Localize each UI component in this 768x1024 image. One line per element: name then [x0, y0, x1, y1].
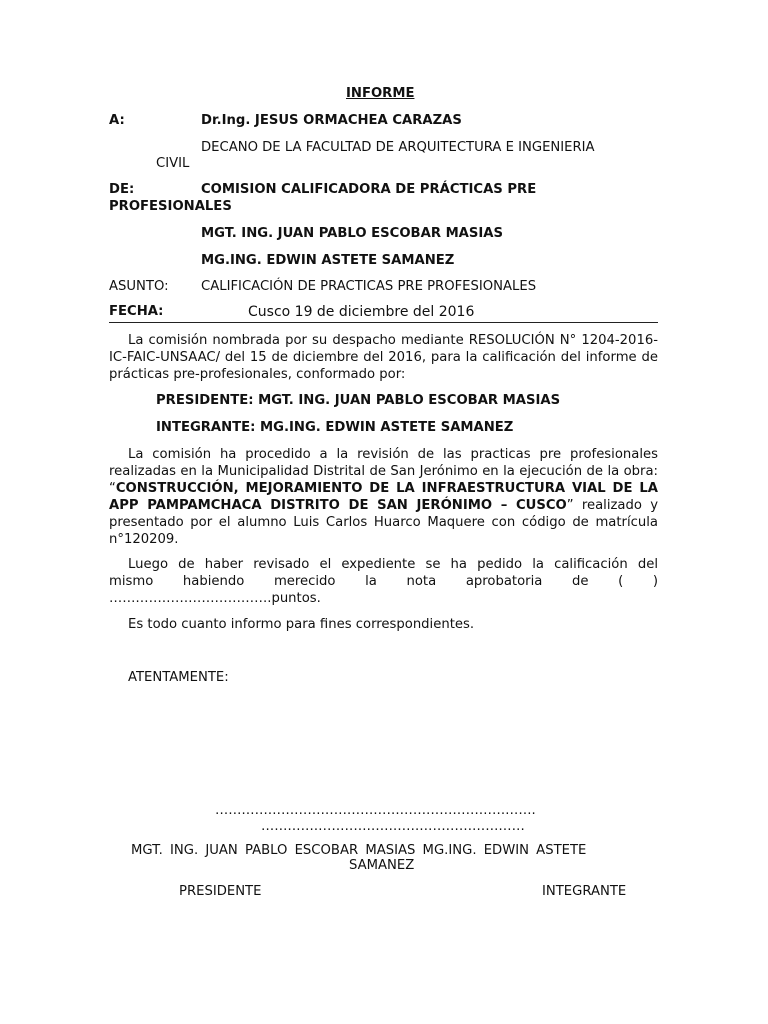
- from-member2: MG.ING. EDWIN ASTETE SAMANEZ: [201, 253, 455, 268]
- from-member1: MGT. ING. JUAN PABLO ESCOBAR MASIAS: [201, 226, 504, 241]
- from-line1: COMISION CALIFICADORA DE PRÁCTICAS PRE: [201, 182, 537, 197]
- date-value: Cusco 19 de diciembre del 2016: [248, 304, 475, 320]
- body-member: INTEGRANTE: MG.ING. EDWIN ASTETE SAMANEZ: [156, 420, 514, 435]
- to-role-line2: CIVIL: [156, 156, 190, 171]
- signature-dots-line2: ……………………………………………………: [261, 819, 525, 834]
- p2-project: CONSTRUCCIÓN, MEJORAMIENTO DE LA INFRAESTRUCTURA VIAL DE LA APP PAMPAMCHACA DISTRITO DE SAN JERÓNIMO – CUSCO: [109, 481, 658, 513]
- p2-before: La comisión ha procedido a la revisión de las practicas pre profesionales realizadas en la Municipalidad Distrital de San Jerónimo en la ejecución de la obra: “: [109, 447, 658, 496]
- date-label: FECHA:: [109, 304, 164, 319]
- from-line2: PROFESIONALES: [109, 199, 232, 214]
- document-title: INFORME: [346, 86, 415, 101]
- from-label: DE:: [109, 182, 135, 197]
- signature-dots-line1: ……………………………………………………………….: [215, 803, 536, 818]
- closing: ATENTAMENTE:: [128, 670, 229, 685]
- signature-role-president: PRESIDENTE: [179, 884, 262, 899]
- to-name: Dr.Ing. JESUS ORMACHEA CARAZAS: [201, 113, 462, 128]
- body-president: PRESIDENTE: MGT. ING. JUAN PABLO ESCOBAR MASIAS: [156, 393, 561, 408]
- body-paragraph-1: La comisión nombrada por su despacho mediante RESOLUCIÓN N° 1204-2016-IC-FAIC-UNSAAC/ del 15 de diciembre del 2016, para la calificación del informe de prácticas pre-profesionales, conformado por:: [109, 333, 658, 382]
- body-paragraph-2: [109, 446, 658, 548]
- signature-names-line1: MGT. ING. JUAN PABLO ESCOBAR MASIAS MG.ING. EDWIN ASTETE: [131, 843, 587, 858]
- to-label: A:: [109, 113, 125, 128]
- subject-value: CALIFICACIÓN DE PRACTICAS PRE PROFESIONALES: [201, 279, 537, 294]
- body-paragraph-4: Es todo cuanto informo para fines correspondientes.: [128, 617, 475, 632]
- header-divider: [109, 322, 658, 323]
- signature-names-line2: SAMANEZ: [349, 858, 415, 873]
- p2-after: ” realizado y presentado por el alumno Luis Carlos Huarco Maquere con código de matrícula n°120209.: [109, 498, 658, 547]
- signature-role-member: INTEGRANTE: [542, 884, 627, 899]
- subject-label: ASUNTO:: [109, 279, 169, 294]
- to-role-line1: DECANO DE LA FACULTAD DE ARQUITECTURA E INGENIERIA: [201, 140, 595, 155]
- body-paragraph-3: Luego de haber revisado el expediente se ha pedido la calificación del mismo habiendo merecido la nota aprobatoria de ( ) ……………………………….puntos.: [109, 557, 658, 606]
